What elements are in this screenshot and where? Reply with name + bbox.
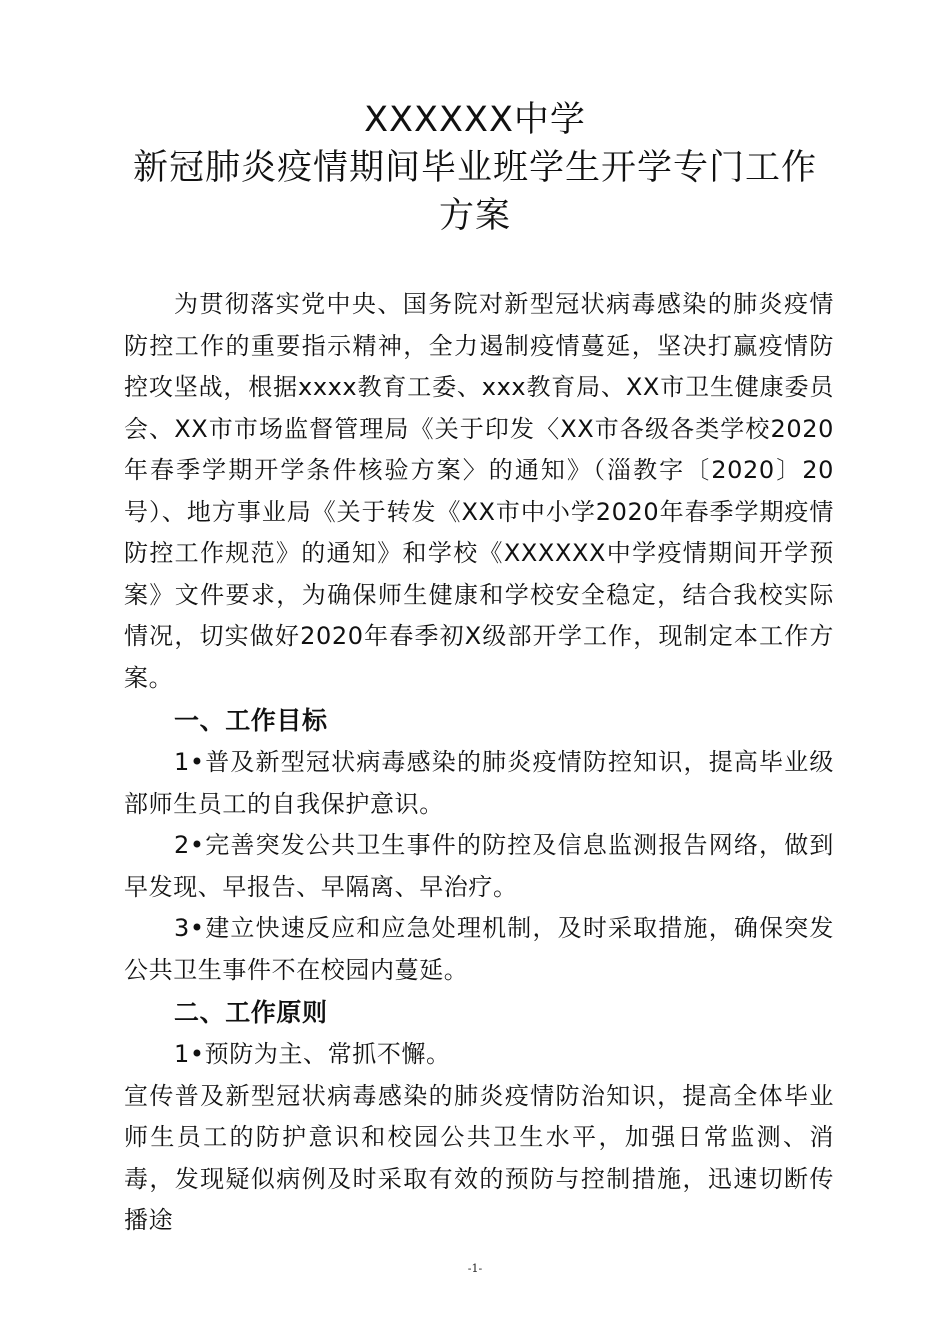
document-body: [124, 284, 834, 1242]
goal-item-3: 3•建立快速反应和应急处理机制，及时采取措施，确保突发公共卫生事件不在校园内蔓延。: [124, 914, 834, 984]
title-suffix: 方案: [438, 196, 511, 236]
section-heading-principles: 二、工作原则: [174, 998, 328, 1027]
title-main: 新冠肺炎疫情期间毕业班学生开学专门工作: [132, 148, 817, 188]
principle-item-1-text: 宣传普及新型冠状病毒感染的肺炎疫情防治知识，提高全体毕业师生员工的防护意识和校园公共卫生水平，加强日常监测、消毒，发现疑似病例及时采取有效的预防与控制措施，迅速切断传播途: [124, 1081, 834, 1234]
goal-item-1: 1•普及新型冠状病毒感染的肺炎疫情防控知识，提高毕业级部师生员工的自我保护意识。: [124, 748, 834, 818]
title-school-name: XXXXXX中学: [364, 100, 586, 140]
document-title: [0, 96, 950, 240]
section-heading-goals: 一、工作目标: [174, 706, 328, 735]
intro-paragraph: 为贯彻落实党中央、国务院对新型冠状病毒感染的肺炎疫情防控工作的重要指示精神，全力遏制疫情蔓延，坚决打赢疫情防控攻坚战，根据xxxx教育工委、xxx教育局、XX市卫生健康委员会、XX市市场监督管理局《关于印发〈XX市各级各类学校2020年春季学期开学条件核验方案〉的通知》（淄教字〔2020〕20号）、地方事业局《关于转发《XX市中小学2020年春季学期疫情防控工作规范》的通知》和学校《XXXXXX中学疫情期间开学预案》文件要求，为确保师生健康和学校安全稳定，结合我校实际情况，切实做好2020年春季初X级部开学工作，现制定本工作方案。: [124, 290, 834, 692]
goal-item-2: 2•完善突发公共卫生事件的防控及信息监测报告网络，做到早发现、早报告、早隔离、早治疗。: [124, 831, 834, 901]
principle-item-1: 1•预防为主、常抓不懈。: [174, 1040, 451, 1068]
page-number: -1-: [467, 1262, 483, 1275]
